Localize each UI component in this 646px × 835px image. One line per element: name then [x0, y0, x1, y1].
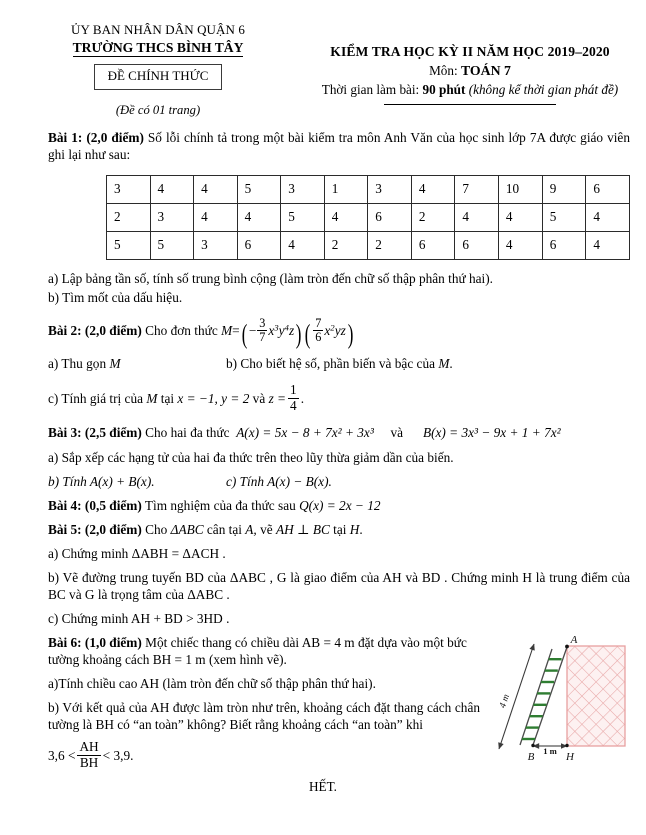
problem-2-part-c-pre: c) Tính giá trị của — [48, 390, 144, 406]
table-cell: 4 — [586, 231, 630, 259]
problem-2-lead: Bài 2: (2,0 điểm) — [48, 322, 142, 338]
problem-2-part-c-and: và — [252, 390, 266, 406]
table-cell: 4 — [237, 203, 281, 231]
table-cell: 4 — [194, 175, 238, 203]
problem-5-text-pre: Cho — [145, 521, 168, 537]
table-cell: 2 — [411, 203, 455, 231]
problem-1-part-a: a) Lập bảng tần số, tính số trung bình cộng (làm tròn đến chữ số thập phân thứ hai). — [48, 270, 493, 286]
table-row — [107, 231, 630, 259]
problem-2-value-y: y = 2 — [221, 390, 250, 406]
point-h-label: H — [566, 751, 574, 763]
table-cell: 4 — [498, 231, 542, 259]
inequality-right: < 3,9 — [102, 747, 131, 763]
table-cell: 9 — [542, 175, 586, 203]
point-a-dot — [565, 645, 569, 649]
problem-2-statement — [48, 316, 630, 350]
table-cell: 6 — [542, 231, 586, 259]
problem-5-text-draw: vẽ — [260, 521, 273, 537]
subject-value: TOÁN 7 — [460, 63, 511, 79]
problem-2-value-z — [268, 381, 305, 413]
problem-1-lead: Bài 1: (2,0 điểm) — [48, 129, 144, 145]
table-cell: 2 — [324, 231, 368, 259]
problem-4-text: Tìm nghiệm của đa thức sau — [144, 497, 296, 513]
time-value: 90 phút — [422, 82, 466, 98]
factor2-vars: $x^2yz$ — [324, 322, 346, 338]
table-cell: 5 — [281, 203, 325, 231]
table-cell: 3 — [194, 231, 238, 259]
factor1-vars: $x^3y^4z$ — [268, 322, 295, 338]
table-cell: 3 — [107, 175, 151, 203]
factor2-fraction — [313, 317, 323, 344]
problem-5-statement — [48, 521, 630, 538]
problem-2-text: Cho đơn thức — [145, 322, 218, 338]
authority-name: ỦY BAN NHÂN DÂN QUẬN 6 — [71, 22, 245, 37]
problem-3-and: và — [390, 425, 404, 441]
problem-3-part-c: c) Tính A(x) − B(x). — [226, 473, 332, 489]
table-cell: 1 — [324, 175, 368, 203]
problem-3-text: Cho hai đa thức — [145, 425, 230, 441]
exam-title: KIỂM TRA HỌC KỲ II NĂM HỌC 2019–2020 — [330, 44, 610, 59]
table-row — [107, 175, 630, 203]
table-cell: 6 — [586, 175, 630, 203]
problem-2-value-x: x = −1, — [177, 390, 218, 406]
table-cell: 6 — [411, 231, 455, 259]
ladder-wall-figure — [490, 632, 640, 764]
table-cell: 4 — [455, 203, 499, 231]
table-cell: 4 — [411, 175, 455, 203]
vertex-a: A, — [245, 521, 257, 537]
problem-2-part-b-end: . — [449, 355, 453, 371]
subject-line — [302, 62, 638, 80]
problem-2-part-b — [226, 355, 630, 372]
problem-3-part-b: b) Tính A(x) + B(x). — [48, 473, 155, 489]
problem-6-lead: Bài 6: (1,0 điểm) — [48, 634, 142, 650]
table-cell: 4 — [150, 175, 194, 203]
ladder-rail-right — [533, 647, 567, 745]
table-cell: 5 — [542, 203, 586, 231]
problem-6-part-b: b) Với kết quả của AH được làm tròn như trên, khoảng cách đặt thang cách chân tường là BH có “an toàn” không? Biết rằng khoảng cách “an toàn” khi — [48, 699, 480, 732]
problem-5-lead: Bài 5: (2,0 điểm) — [48, 521, 142, 537]
frequency-data-table — [106, 175, 630, 260]
z-numerator: 1 — [290, 381, 297, 397]
inequality-expression — [48, 738, 134, 770]
problem-5-text-end: . — [359, 521, 363, 537]
polynomial-A: A(x) = 5x − 8 + 7x² + 3x³ — [236, 425, 374, 441]
formula-lhs: M — [221, 322, 233, 338]
official-exam-badge: ĐỀ CHÍNH THỨC — [94, 64, 223, 90]
problem-1-part-b: b) Tìm mốt của dấu hiệu. — [48, 289, 183, 305]
school-name: TRƯỜNG THCS BÌNH TÂY — [73, 40, 244, 58]
foot-h: H — [349, 521, 360, 537]
problem-3-statement — [48, 424, 630, 441]
table-cell: 3 — [150, 203, 194, 231]
problem-2-formula — [221, 316, 355, 350]
ladder-rail-left — [520, 649, 552, 745]
table-cell: 6 — [455, 231, 499, 259]
table-cell: 4 — [498, 203, 542, 231]
problem-3-parts-bc — [48, 473, 630, 490]
paren-open-1: ( — [241, 319, 248, 350]
problem-4-lead: Bài 4: (0,5 điểm) — [48, 497, 142, 513]
table-cell: 2 — [107, 203, 151, 231]
subject-label: Môn: — [429, 63, 458, 79]
problem-2-part-c-mid: tại — [160, 390, 175, 406]
problem-2-part-a — [48, 355, 226, 372]
table-cell: 4 — [324, 203, 368, 231]
inequality-left: 3,6 < — [48, 747, 76, 763]
problem-5-text-mid: cân tại — [206, 521, 242, 537]
inequality-end: . — [130, 747, 134, 763]
problem-2-parts-ab — [48, 355, 630, 372]
table-cell: 10 — [498, 175, 542, 203]
time-line — [302, 82, 638, 99]
table-cell: 6 — [368, 203, 412, 231]
header-right-block — [302, 22, 638, 105]
problem-2-value-z-fraction — [288, 383, 299, 414]
document-header — [0, 0, 646, 118]
header-divider — [384, 104, 556, 105]
polynomial-Q: Q(x) = 2x − 12 — [299, 497, 381, 513]
problem-1-statement — [48, 129, 630, 163]
end-of-exam-mark: HẾT. — [309, 779, 337, 794]
table-cell: 3 — [368, 175, 412, 203]
frequency-data-table-wrap — [48, 175, 630, 260]
problem-5-part-b: b) Vẽ đường trung tuyến BD của ΔABC , G là giao điểm của AH và BD . Chứng minh H là trung điểm của BC và G là trọng tâm của ΔABC . — [48, 569, 630, 602]
time-label: Thời gian làm bài: — [321, 82, 420, 98]
paren-open-2: ( — [304, 319, 311, 350]
table-cell: 4 — [194, 203, 238, 231]
point-b-label: B — [527, 751, 535, 763]
problem-2-part-b-text: b) Cho biết hệ số, phần biến và bậc của — [226, 355, 435, 371]
formula-equals: = — [232, 322, 240, 338]
wall-rect — [567, 646, 625, 746]
perpendicular-expr: AH ⊥ BC — [275, 521, 330, 537]
problem-5-part-a: a) Chứng minh ΔABH = ΔACH . — [48, 545, 226, 561]
factor1-denominator: 7 — [259, 329, 266, 344]
problem-1-text: Số lỗi chính tả trong một bài kiểm tra môn Anh Văn của học sinh lớp 7A được giáo viên ghi lại như sau: — [48, 129, 630, 162]
table-cell: 4 — [586, 203, 630, 231]
problem-5-text-at: tại — [333, 521, 347, 537]
table-cell: 5 — [150, 231, 194, 259]
problem-2-part-c-period: . — [300, 390, 305, 406]
time-note: (không kể thời gian phát đề) — [468, 82, 619, 98]
triangle-abc: ΔABC — [170, 521, 204, 537]
table-cell: 4 — [281, 231, 325, 259]
base-length-label: 1 m — [543, 746, 557, 756]
problem-6-text: Một chiếc thang có chiều dài AB = 4 m đặt dựa vào một bức tường khoảng cách BH = 1 m (xem hình vẽ). — [48, 634, 467, 667]
pages-note: (Đề có 01 trang) — [115, 102, 201, 117]
ladder-rungs — [522, 659, 562, 739]
ladder-length-label: 4 m — [498, 693, 513, 710]
table-cell: 3 — [281, 175, 325, 203]
table-cell: 7 — [455, 175, 499, 203]
problem-3-part-a: a) Sắp xếp các hạng tử của hai đa thức trên theo lũy thừa giảm dần của biến. — [48, 449, 454, 465]
problem-5-part-c: c) Chứng minh AH + BD > 3HD . — [48, 610, 230, 626]
factor2-denominator: 6 — [315, 329, 322, 344]
problem-2-part-a-text: a) Thu gọn — [48, 355, 107, 371]
paren-close-2: ) — [347, 319, 354, 350]
point-h-dot — [565, 744, 568, 747]
table-cell: 6 — [237, 231, 281, 259]
problem-6-part-a: a)Tính chiều cao AH (làm tròn đến chữ số thập phân thứ hai). — [48, 675, 376, 691]
point-b-dot — [531, 744, 534, 747]
problem-2-part-c-var: M — [146, 390, 158, 406]
table-cell: 5 — [237, 175, 281, 203]
ratio-fraction — [77, 740, 100, 771]
problem-2-part-b-var: M — [438, 355, 450, 371]
header-left-block — [8, 22, 302, 118]
ratio-numerator: AH — [79, 738, 99, 754]
table-row — [107, 203, 630, 231]
paren-close-1: ) — [295, 319, 302, 350]
factor1-fraction — [257, 317, 267, 344]
problem-4-statement — [48, 497, 630, 514]
factor1-numerator: 3 — [259, 316, 266, 330]
table-cell: 5 — [107, 231, 151, 259]
factor1-sign: − — [248, 322, 257, 338]
problem-2-part-c — [48, 383, 630, 414]
point-a-label: A — [570, 634, 578, 646]
problem-3-lead: Bài 3: (2,5 điểm) — [48, 425, 142, 441]
polynomial-B: B(x) = 3x³ − 9x + 1 + 7x² — [422, 425, 561, 441]
problem-2-part-a-var: M — [109, 355, 121, 371]
problem-2-value-z-var: z = — [268, 390, 287, 406]
z-denominator: 4 — [290, 397, 297, 413]
ratio-denominator: BH — [77, 755, 100, 771]
table-cell: 2 — [368, 231, 412, 259]
factor2-numerator: 7 — [315, 316, 322, 330]
